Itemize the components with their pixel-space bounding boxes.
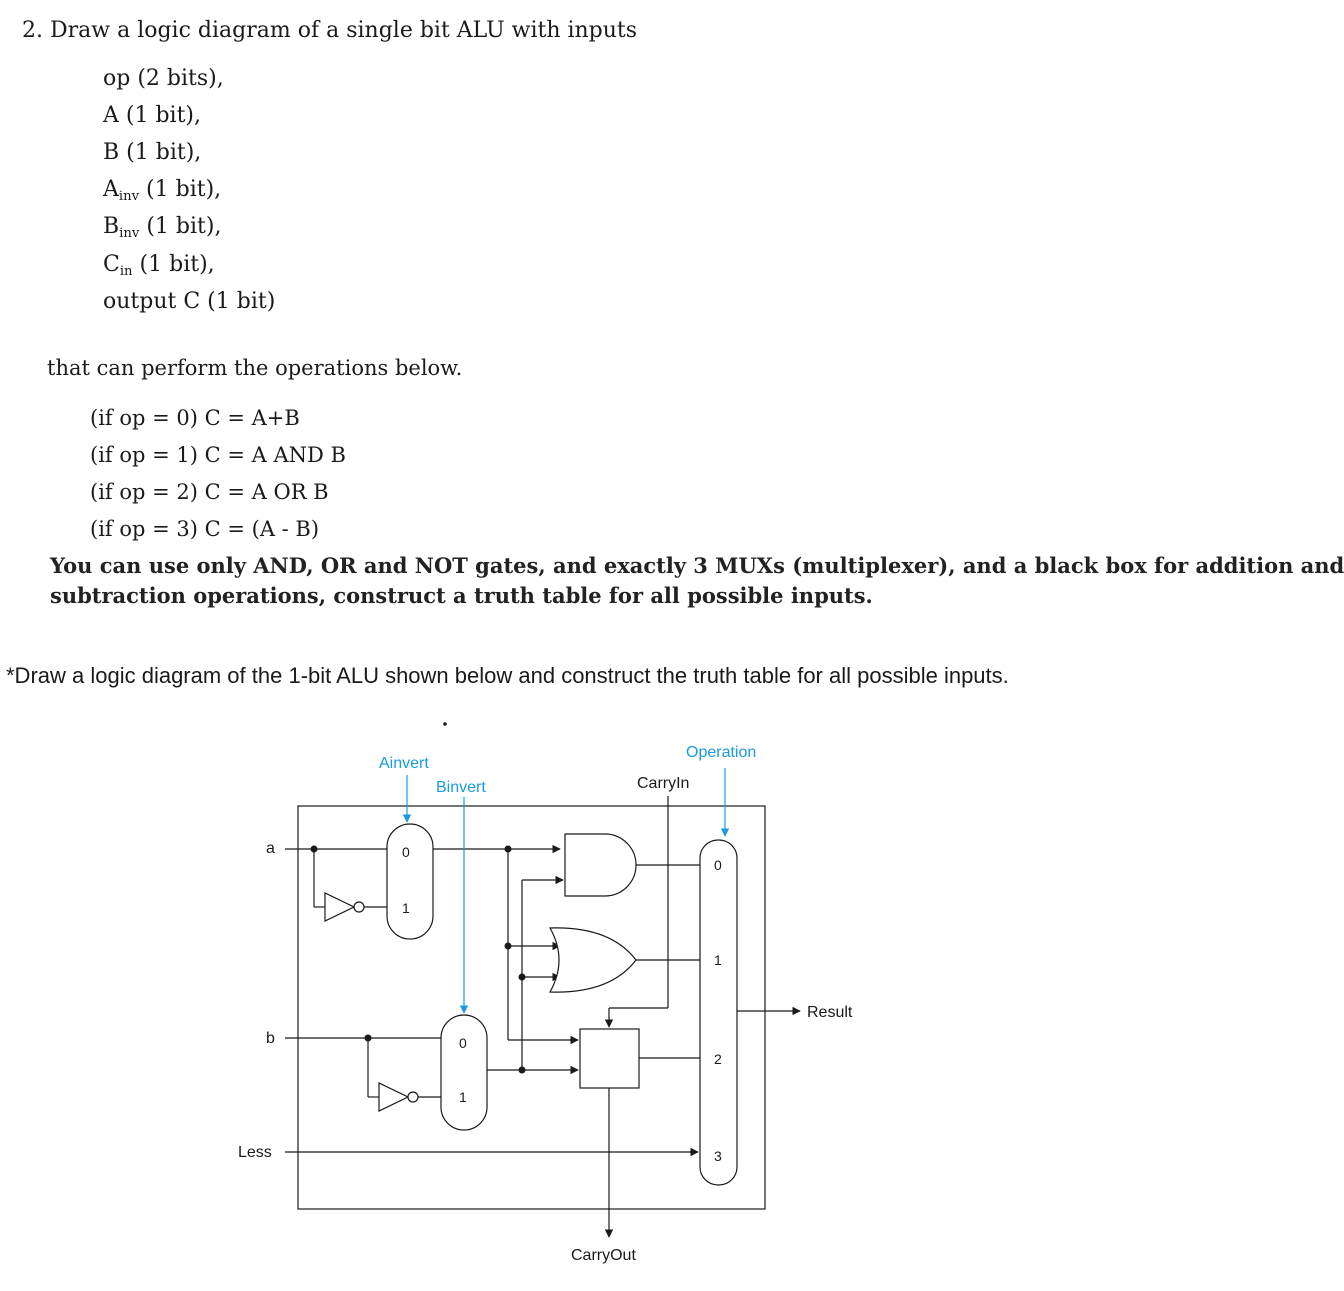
instruction-text: *Draw a logic diagram of the 1-bit ALU shown below and construct the truth table for all possible inputs. <box>6 663 1009 688</box>
input-cin: $C_{in}$ (1 bit), <box>103 252 215 279</box>
operation-3: (if op = 3) C = (A - B) <box>90 517 320 541</box>
mux-b <box>441 1015 487 1130</box>
input-b: B (1 bit), <box>103 140 202 165</box>
mux-a <box>387 824 433 939</box>
output-c: output C (1 bit) <box>103 289 276 314</box>
mux-a-input-0: 0 <box>402 844 410 860</box>
label-b: b <box>266 1030 275 1047</box>
operation-1: (if op = 1) C = A AND B <box>90 443 346 467</box>
mux-op-input-2: 2 <box>714 1051 722 1067</box>
label-less: Less <box>238 1144 272 1161</box>
constraint-line-1: You can use only AND, OR and NOT gates, and exactly 3 MUXs (multiplexer), and a black box for addition and <box>50 553 1344 578</box>
question-title: 2. Draw a logic diagram of a single bit ALU with inputs <box>22 18 638 43</box>
mux-b-input-0: 0 <box>459 1035 467 1051</box>
not-gate-a <box>325 893 354 921</box>
alu-boundary <box>298 806 765 1209</box>
input-ainv: $A_{inv}$ (1 bit), <box>103 177 222 204</box>
input-a: A (1 bit), <box>103 103 201 128</box>
mux-op-input-0: 0 <box>714 857 722 873</box>
mux-op-input-1: 1 <box>714 952 722 968</box>
label-operation: Operation <box>686 744 757 761</box>
alu-diagram <box>0 700 1189 1291</box>
mux-operation <box>700 840 737 1185</box>
operation-0: (if op = 0) C = A+B <box>90 406 300 430</box>
label-carryin: CarryIn <box>637 775 690 792</box>
label-carryout: CarryOut <box>571 1247 636 1264</box>
input-op: op (2 bits), <box>103 66 224 91</box>
label-a: a <box>266 840 275 857</box>
mux-b-input-1: 1 <box>459 1089 467 1105</box>
intro-text: that can perform the operations below. <box>47 356 463 380</box>
or-gate <box>550 928 636 992</box>
mux-op-input-3: 3 <box>714 1148 722 1164</box>
operation-2: (if op = 2) C = A OR B <box>90 480 329 504</box>
not-gate-b <box>379 1083 408 1111</box>
input-binv: $B_{inv}$ (1 bit), <box>103 214 222 241</box>
and-gate <box>565 834 636 896</box>
adder-box <box>580 1029 639 1088</box>
label-result: Result <box>807 1004 853 1021</box>
label-binvert: Binvert <box>436 779 486 796</box>
constraint-line-2: subtraction operations, construct a truth table for all possible inputs. <box>50 583 873 608</box>
mux-a-input-1: 1 <box>402 900 410 916</box>
label-ainvert: Ainvert <box>379 755 429 772</box>
